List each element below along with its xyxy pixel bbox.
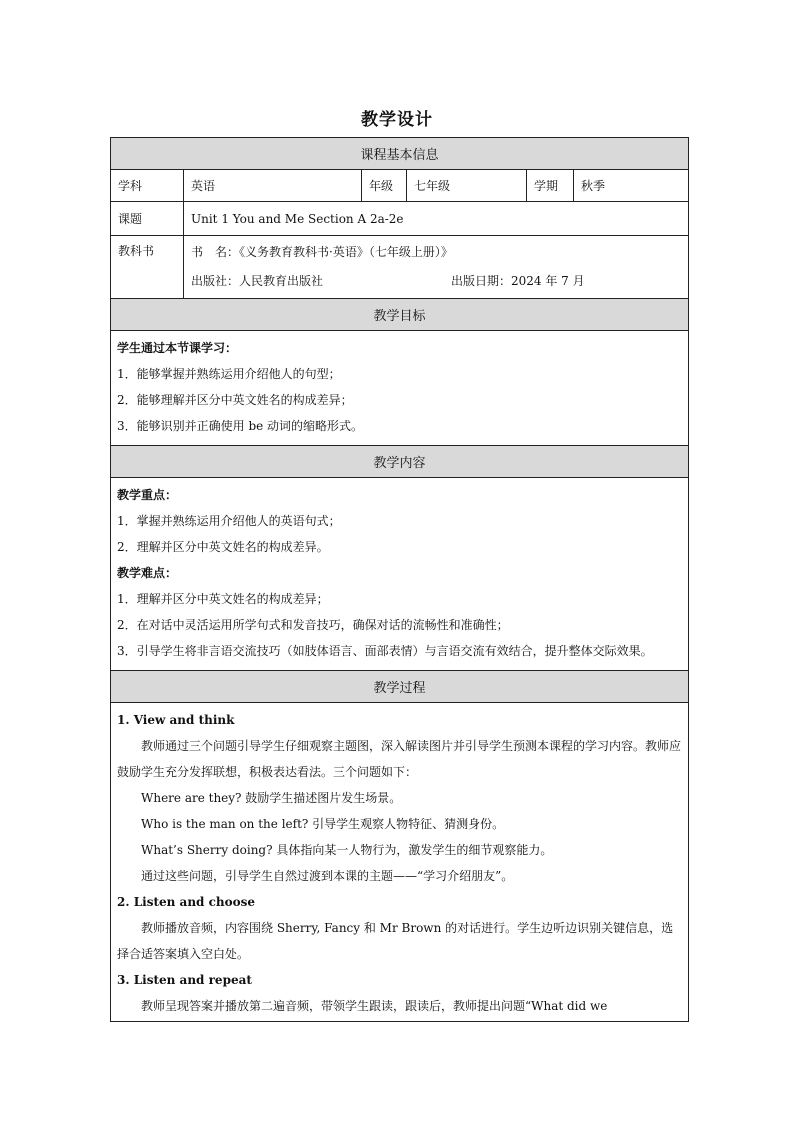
textbook-label: 教科书 [111, 236, 184, 299]
lesson-plan-table [110, 137, 689, 1022]
step-paragraph: 教师呈现答案并播放第二遍音频，带领学生跟读，跟读后，教师提出问题“What did we [141, 999, 608, 1013]
step-heading: 3. Listen and repeat [117, 973, 252, 987]
objective-item: 3．能够识别并正确使用 be 动词的缩略形式。 [117, 419, 364, 433]
key-points-label: 教学重点： [117, 488, 178, 502]
step-closing: 通过这些问题，引导学生自然过渡到本课的主题——“学习介绍朋友”。 [141, 869, 514, 883]
section-process: 教学过程 [111, 671, 689, 703]
difficult-point-item: 1．理解并区分中英文姓名的构成差异； [117, 592, 329, 606]
topic-value: Unit 1 You and Me Section A 2a-2e [184, 202, 689, 236]
guiding-question: Where are they? 鼓励学生描述图片发生场景。 [141, 791, 402, 805]
publisher: 出版社：人民教育出版社 [191, 274, 324, 288]
process-body [111, 703, 689, 1022]
section-content: 教学内容 [111, 446, 689, 478]
step-heading: 1. View and think [117, 713, 235, 727]
term-value: 秋季 [574, 170, 689, 202]
publisher-row [191, 267, 681, 296]
step-heading: 2. Listen and choose [117, 895, 256, 909]
difficult-point-item: 2．在对话中灵活运用所学句式和发音技巧，确保对话的流畅性和准确性； [117, 618, 509, 632]
topic-label: 课题 [111, 202, 184, 236]
content-body [111, 478, 689, 671]
step-paragraph: 教师通过三个问题引导学生仔细观察主题图，深入解读图片并引导学生预测本课程的学习内容。教师应鼓励学生充分发挥联想，积极表达看法。三个问题如下： [117, 739, 682, 779]
section-basic-info: 课程基本信息 [111, 138, 689, 170]
subject-value: 英语 [184, 170, 362, 202]
section-objectives: 教学目标 [111, 299, 689, 331]
publish-date: 出版日期：2024 年 7 月 [451, 274, 585, 288]
subject-label: 学科 [111, 170, 184, 202]
step-paragraph: 教师播放音频，内容围绕 Sherry, Fancy 和 Mr Brown 的对话进行。学生边听边识别关键信息，选择合适答案填入空白处。 [117, 921, 674, 961]
key-point-item: 1．掌握并熟练运用介绍他人的英语句式； [117, 514, 341, 528]
difficult-points-label: 教学难点： [117, 566, 178, 580]
textbook-info [184, 236, 689, 299]
objective-item: 2．能够理解并区分中英文姓名的构成差异； [117, 393, 353, 407]
guiding-question: What’s Sherry doing? 具体指向某一人物行为，激发学生的细节观察能力。 [141, 843, 553, 857]
term-label: 学期 [527, 170, 574, 202]
objectives-intro: 学生通过本节课学习： [117, 341, 238, 355]
page-title: 教学设计 [361, 110, 433, 130]
book-name: 书 名：《义务教育教科书·英语》（七年级上册）》 [191, 245, 453, 259]
objectives-body [111, 331, 689, 446]
guiding-question: Who is the man on the left? 引导学生观察人物特征、猜测身份。 [141, 817, 505, 831]
grade-value: 七年级 [407, 170, 527, 202]
key-point-item: 2．理解并区分中英文姓名的构成差异。 [117, 540, 329, 554]
difficult-point-item: 3．引导学生将非言语交流技巧（如肢体语言、面部表情）与言语交流有效结合，提升整体交际效果。 [117, 644, 653, 658]
objective-item: 1．能够掌握并熟练运用介绍他人的句型； [117, 367, 341, 381]
grade-label: 年级 [362, 170, 407, 202]
